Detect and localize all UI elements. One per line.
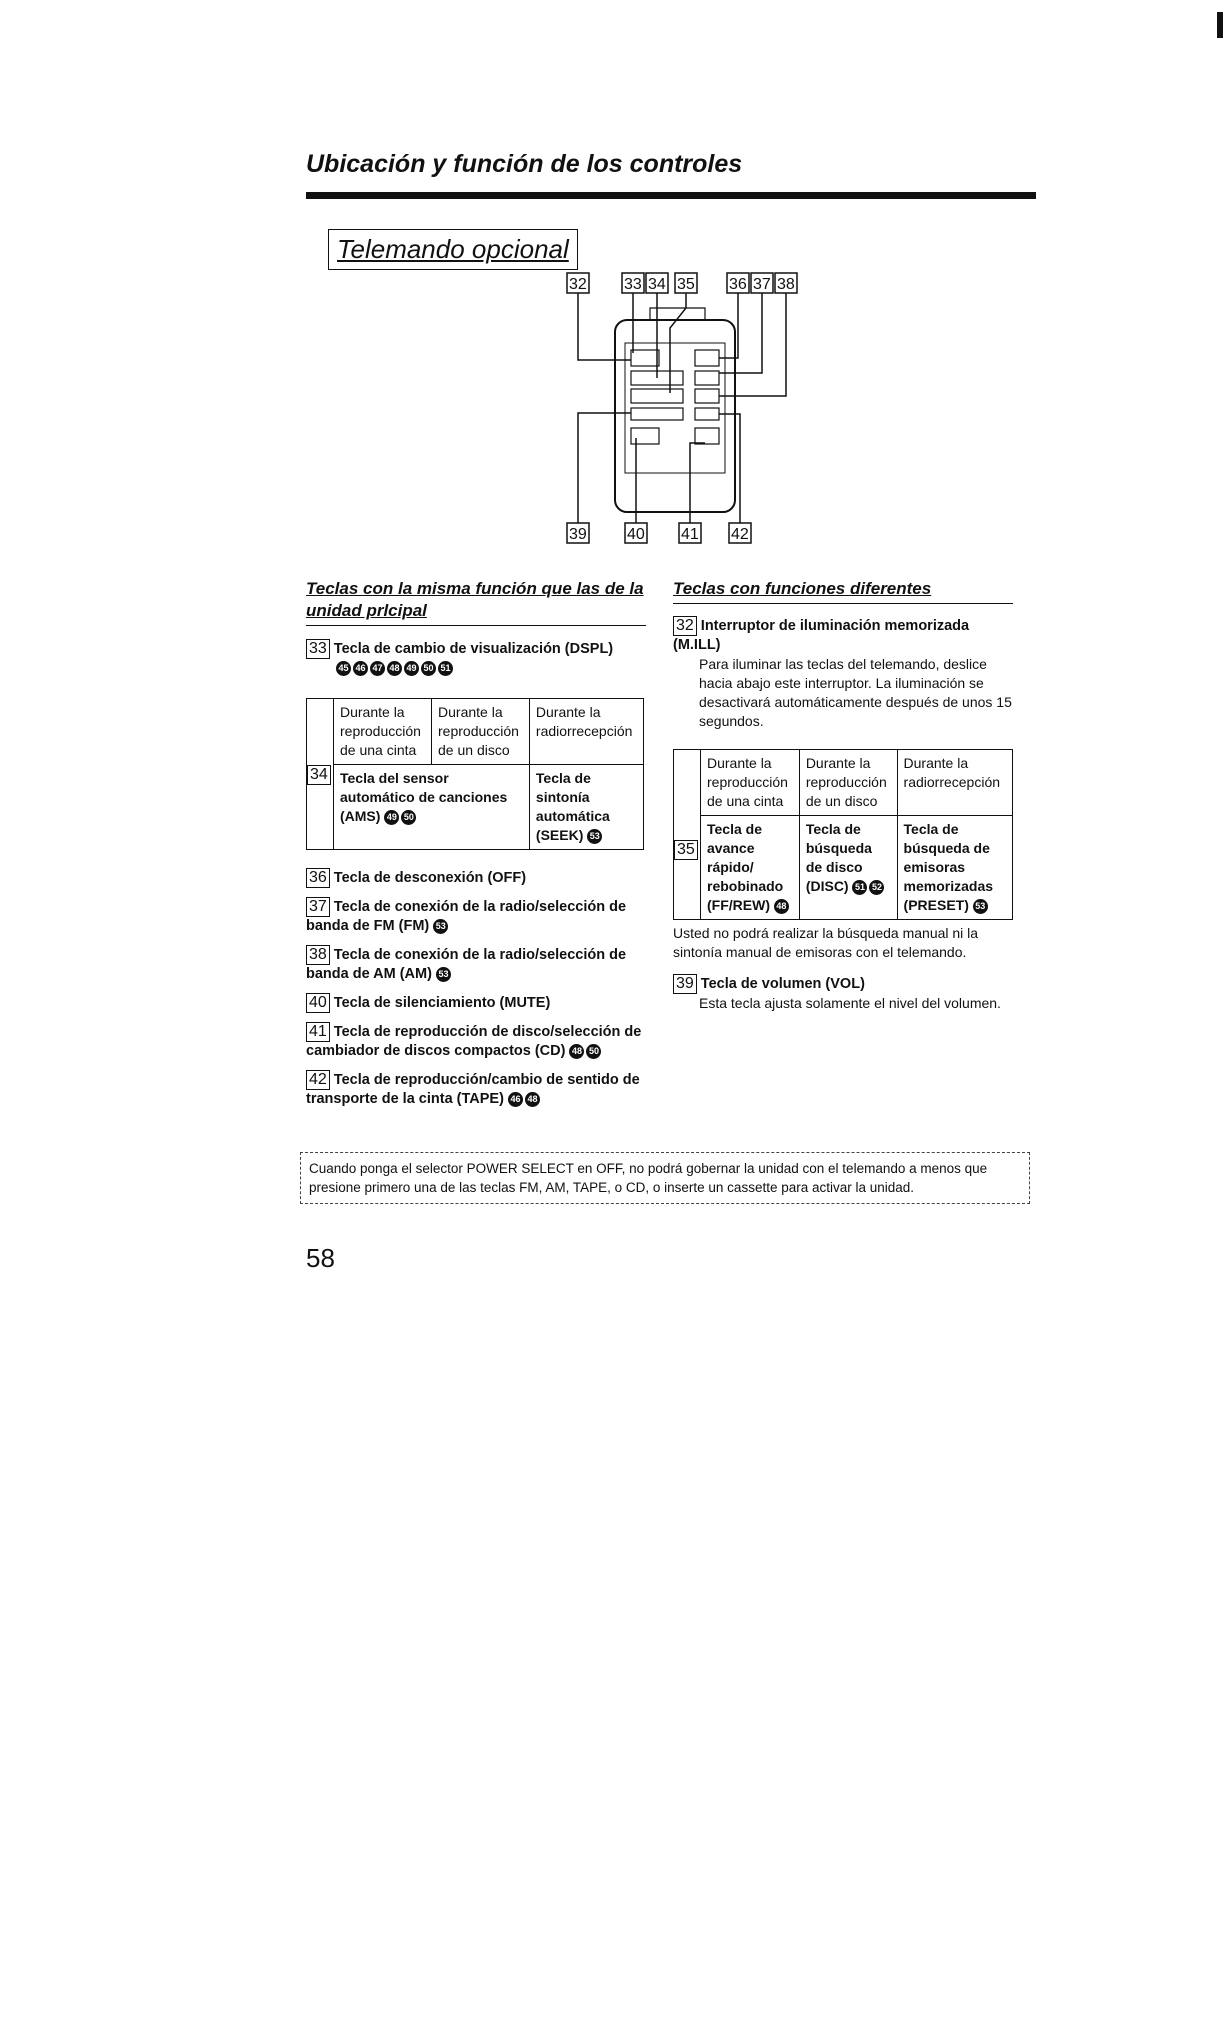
label-38-text: 38 — [777, 276, 795, 293]
item-36 — [306, 868, 646, 888]
label-39 — [567, 523, 589, 543]
item-36-num: 36 — [306, 868, 330, 888]
item-40-text: Tecla de silenciamiento (MUTE) — [333, 995, 551, 1011]
left-heading-rule — [306, 625, 646, 626]
ref-badge: 48 — [774, 899, 789, 914]
right-table-cell-disc-text: Tecla de búsqueda de disco (DISC) — [805, 821, 872, 894]
item-37-num: 37 — [306, 897, 330, 917]
remote-button-fm — [695, 371, 719, 385]
ref-badge: 52 — [869, 880, 884, 895]
right-table-header-radio: Durante la radiorrecepción — [897, 750, 1012, 816]
ref-badge: 51 — [438, 661, 453, 676]
right-table-row-num: 35 — [674, 840, 698, 860]
label-35-text: 35 — [677, 276, 695, 293]
label-32 — [567, 273, 589, 293]
remote-button-mute — [631, 428, 659, 444]
remote-button-vol — [631, 408, 683, 420]
ref-badge: 46 — [353, 661, 368, 676]
label-32-text: 32 — [569, 276, 587, 293]
left-table-cell-ams-text: Tecla del sensor automático de canciones (AMS) — [340, 770, 508, 824]
title-rule — [306, 192, 1036, 199]
item-32-title: Interruptor de iluminación memorizada (M.ILL) — [673, 618, 970, 653]
right-heading: Teclas con funciones diferentes — [673, 579, 932, 598]
left-table-header-radio: Durante la radiorrecepción — [529, 699, 643, 765]
item-41-num: 41 — [306, 1022, 330, 1042]
left-column — [306, 578, 646, 1118]
item-39-num: 39 — [673, 974, 697, 994]
item-37 — [306, 897, 646, 936]
right-table-cell-ffrew-text: Tecla de avance rápido/ rebobinado (FF/REW) — [707, 821, 784, 913]
label-37-text: 37 — [753, 276, 771, 293]
label-33-text: 33 — [624, 276, 642, 293]
ref-badge: 53 — [433, 919, 448, 934]
label-41-text: 41 — [681, 526, 699, 543]
label-35 — [675, 273, 697, 293]
ref-badge: 49 — [384, 810, 399, 825]
item-42-text: Tecla de reproducción/cambio de sentido de transporte de la cinta (TAPE) — [306, 1072, 640, 1107]
right-table-header-disc: Durante la reproducción de un disco — [799, 750, 897, 816]
remote-button-preset-disc — [631, 389, 683, 403]
label-38 — [775, 273, 797, 293]
item-32-desc: Para iluminar las teclas del telemando, deslice hacia abajo este interruptor. La iluminación se desactivará automáticamente después de unos 15 segundos. — [699, 656, 1012, 729]
ref-badge: 50 — [421, 661, 436, 676]
ref-badge: 53 — [587, 829, 602, 844]
ref-badge: 51 — [852, 880, 867, 895]
ref-badge: 47 — [370, 661, 385, 676]
ref-badge: 50 — [401, 810, 416, 825]
power-select-note: Cuando ponga el selector POWER SELECT en OFF, no podrá gobernar la unidad con el telemando a menos que presione primero una de las teclas FM, AM, TAPE, o CD, o inserte un cassette para activar la unidad. — [300, 1152, 1030, 1204]
page-title: Ubicación y función de los controles — [306, 150, 743, 178]
right-column — [673, 578, 1013, 1013]
ref-badge: 48 — [387, 661, 402, 676]
right-table-header-tape: Durante la reproducción de una cinta — [701, 750, 800, 816]
right-table-cell-disc — [799, 816, 897, 920]
item-33-num: 33 — [306, 639, 330, 659]
remote-button-tape — [695, 408, 719, 420]
right-table-cell-preset — [897, 816, 1012, 920]
label-37 — [751, 273, 773, 293]
left-items — [306, 868, 646, 1109]
item-33 — [306, 639, 646, 678]
ref-badge: 50 — [586, 1044, 601, 1059]
label-42 — [729, 523, 751, 543]
remote-button-am — [695, 389, 719, 403]
label-39-text: 39 — [569, 526, 587, 543]
item-42-num: 42 — [306, 1070, 330, 1090]
right-table-note: Usted no podrá realizar la búsqueda manual ni la sintonía manual de emisoras con el telemando. — [673, 925, 979, 960]
section-title-text: Telemando opcional — [337, 234, 569, 264]
left-table — [306, 698, 644, 850]
item-40 — [306, 993, 646, 1013]
item-32-num: 32 — [673, 616, 697, 636]
right-table-cell-preset-text: Tecla de búsqueda de emisoras memorizadas (PRESET) — [903, 821, 994, 913]
item-39-title: Tecla de volumen (VOL) — [700, 976, 865, 992]
ref-badge: 46 — [508, 1092, 523, 1107]
ref-badge: 53 — [973, 899, 988, 914]
right-table — [673, 749, 1013, 920]
left-table-header-tape: Durante la reproducción de una cinta — [334, 699, 432, 765]
left-table-row-num: 34 — [307, 765, 331, 785]
page-edge-mark — [1217, 12, 1223, 38]
label-42-text: 42 — [731, 526, 749, 543]
label-36 — [727, 273, 749, 293]
label-33 — [622, 273, 644, 293]
left-heading: Teclas con la misma función que las de la unidad prlcipal — [306, 579, 644, 620]
item-36-text: Tecla de desconexión (OFF) — [333, 870, 527, 886]
left-table-cell-seek — [529, 765, 643, 850]
right-table-cell-ffrew — [701, 816, 800, 920]
item-38-text: Tecla de conexión de la radio/selección de banda de AM (AM) — [306, 947, 627, 982]
item-32 — [673, 616, 1013, 655]
item-33-refs — [306, 659, 646, 678]
label-34-text: 34 — [648, 276, 666, 293]
ref-badge: 53 — [436, 967, 451, 982]
label-40 — [625, 523, 647, 543]
item-38-num: 38 — [306, 945, 330, 965]
label-34 — [646, 273, 668, 293]
item-42 — [306, 1070, 646, 1109]
ref-badge: 49 — [404, 661, 419, 676]
item-38 — [306, 945, 646, 984]
left-table-header-disc: Durante la reproducción de un disco — [432, 699, 530, 765]
ref-badge: 48 — [525, 1092, 540, 1107]
label-41 — [679, 523, 701, 543]
remote-button-off — [695, 350, 719, 366]
item-37-text: Tecla de conexión de la radio/selección de banda de FM (FM) — [306, 899, 627, 934]
item-41-text: Tecla de reproducción de disco/selección de cambiador de discos compactos (CD) — [306, 1024, 642, 1059]
page-number: 58 — [306, 1243, 335, 1273]
remote-button-dspl — [631, 350, 659, 366]
left-table-cell-ams — [334, 765, 530, 850]
remote-button-cd — [695, 428, 719, 444]
item-39-desc: Esta tecla ajusta solamente el nivel del volumen. — [699, 995, 1001, 1011]
label-40-text: 40 — [627, 526, 645, 543]
item-33-text: Tecla de cambio de visualización (DSPL) — [333, 641, 614, 657]
item-39 — [673, 974, 1013, 994]
ref-badge: 48 — [569, 1044, 584, 1059]
right-heading-rule — [673, 603, 1013, 604]
item-40-num: 40 — [306, 993, 330, 1013]
label-36-text: 36 — [729, 276, 747, 293]
ref-badge: 45 — [336, 661, 351, 676]
section-title — [328, 229, 578, 270]
item-41 — [306, 1022, 646, 1061]
left-table-cell-seek-text: Tecla de sintonía automática (SEEK) — [535, 770, 610, 843]
right-table-numcol — [674, 750, 701, 920]
remote-control-diagram — [555, 268, 825, 553]
